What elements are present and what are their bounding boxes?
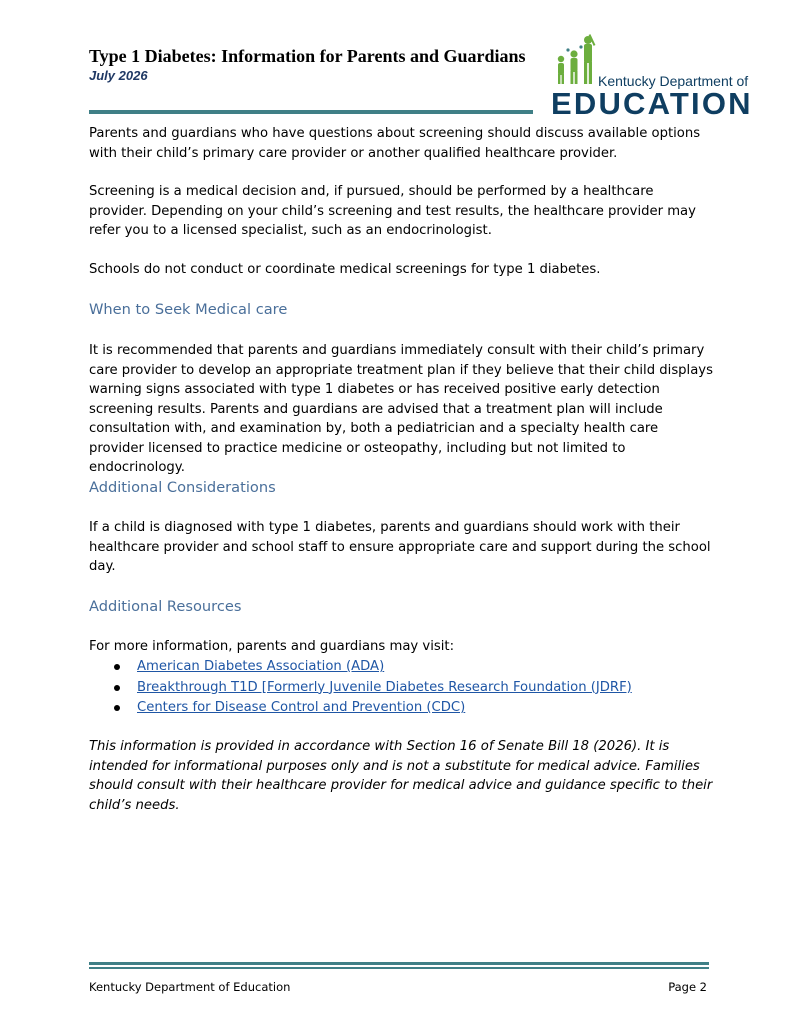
document-title: Type 1 Diabetes: Information for Parents and Guardians — [89, 46, 526, 66]
paragraph-seek-care: It is recommended that parents and guardians immediately consult with their child’s primary care provider to develop an appropriate treatment plan if they believe that their child displays warning signs associated with type 1 diabetes or has received positive early detection screening results. Parents and guardians are advised that a treatment plan will include consultation with, and examination by, both a pediatrician and a specialty health care provider licensed to practice medicine or osteopathy, including but not limited to endocrinology. — [89, 343, 713, 475]
paragraph-resources-intro: For more information, parents and guardians may visit: — [89, 639, 455, 654]
bullet-icon — [114, 705, 120, 711]
heading-when-to-seek-care: When to Seek Medical care — [89, 301, 288, 318]
document-date: July 2026 — [89, 68, 148, 83]
footer-page-number: Page 2 — [668, 980, 707, 994]
bullet-icon — [114, 685, 120, 691]
heading-additional-resources: Additional Resources — [89, 598, 242, 615]
footer-divider-bottom — [89, 967, 709, 969]
list-item — [110, 657, 632, 678]
resource-links-list — [110, 657, 632, 719]
list-item — [110, 698, 632, 719]
link-ada[interactable]: American Diabetes Association (ADA) — [137, 659, 385, 674]
paragraph-considerations: If a child is diagnosed with type 1 diabetes, parents and guardians should work with their healthcare provider and school staff to ensure appropriate care and support during the school day. — [89, 520, 711, 574]
paragraph-schools: Schools do not conduct or coordinate medical screenings for type 1 diabetes. — [89, 262, 601, 277]
link-breakthrough-t1d[interactable]: Breakthrough T1D [Formerly Juvenile Diabetes Research Foundation (JDRF) — [137, 679, 632, 695]
heading-additional-considerations: Additional Considerations — [89, 479, 276, 496]
footer-divider-top — [89, 962, 709, 965]
list-item — [110, 678, 632, 699]
header-divider — [89, 110, 533, 114]
paragraph-screening-decision: Screening is a medical decision and, if pursued, should be performed by a healthcare provider. Depending on your child’s screening and test results, the healthcare provider may refer you to a licensed specialist, such as an endocrinologist. — [89, 184, 696, 238]
bullet-icon — [114, 664, 120, 670]
disclaimer-note: This information is provided in accordance with Section 16 of Senate Bill 18 (2026). It is intended for informational purposes only and is not a substitute for medical advice. Families should consult with their healthcare provider for medical advice and guidance specific to their child’s needs. — [89, 739, 713, 813]
logo-text-education: EDUCATION — [551, 86, 753, 121]
link-cdc[interactable]: Centers for Disease Control and Prevention (CDC) — [137, 700, 466, 715]
footer-organization: Kentucky Department of Education — [89, 980, 291, 994]
paragraph-screening-questions: Parents and guardians who have questions about screening should discuss available options with their child’s primary care provider or another qualified healthcare provider. — [89, 126, 701, 161]
logo-text-department: Kentucky Department of — [598, 73, 749, 89]
